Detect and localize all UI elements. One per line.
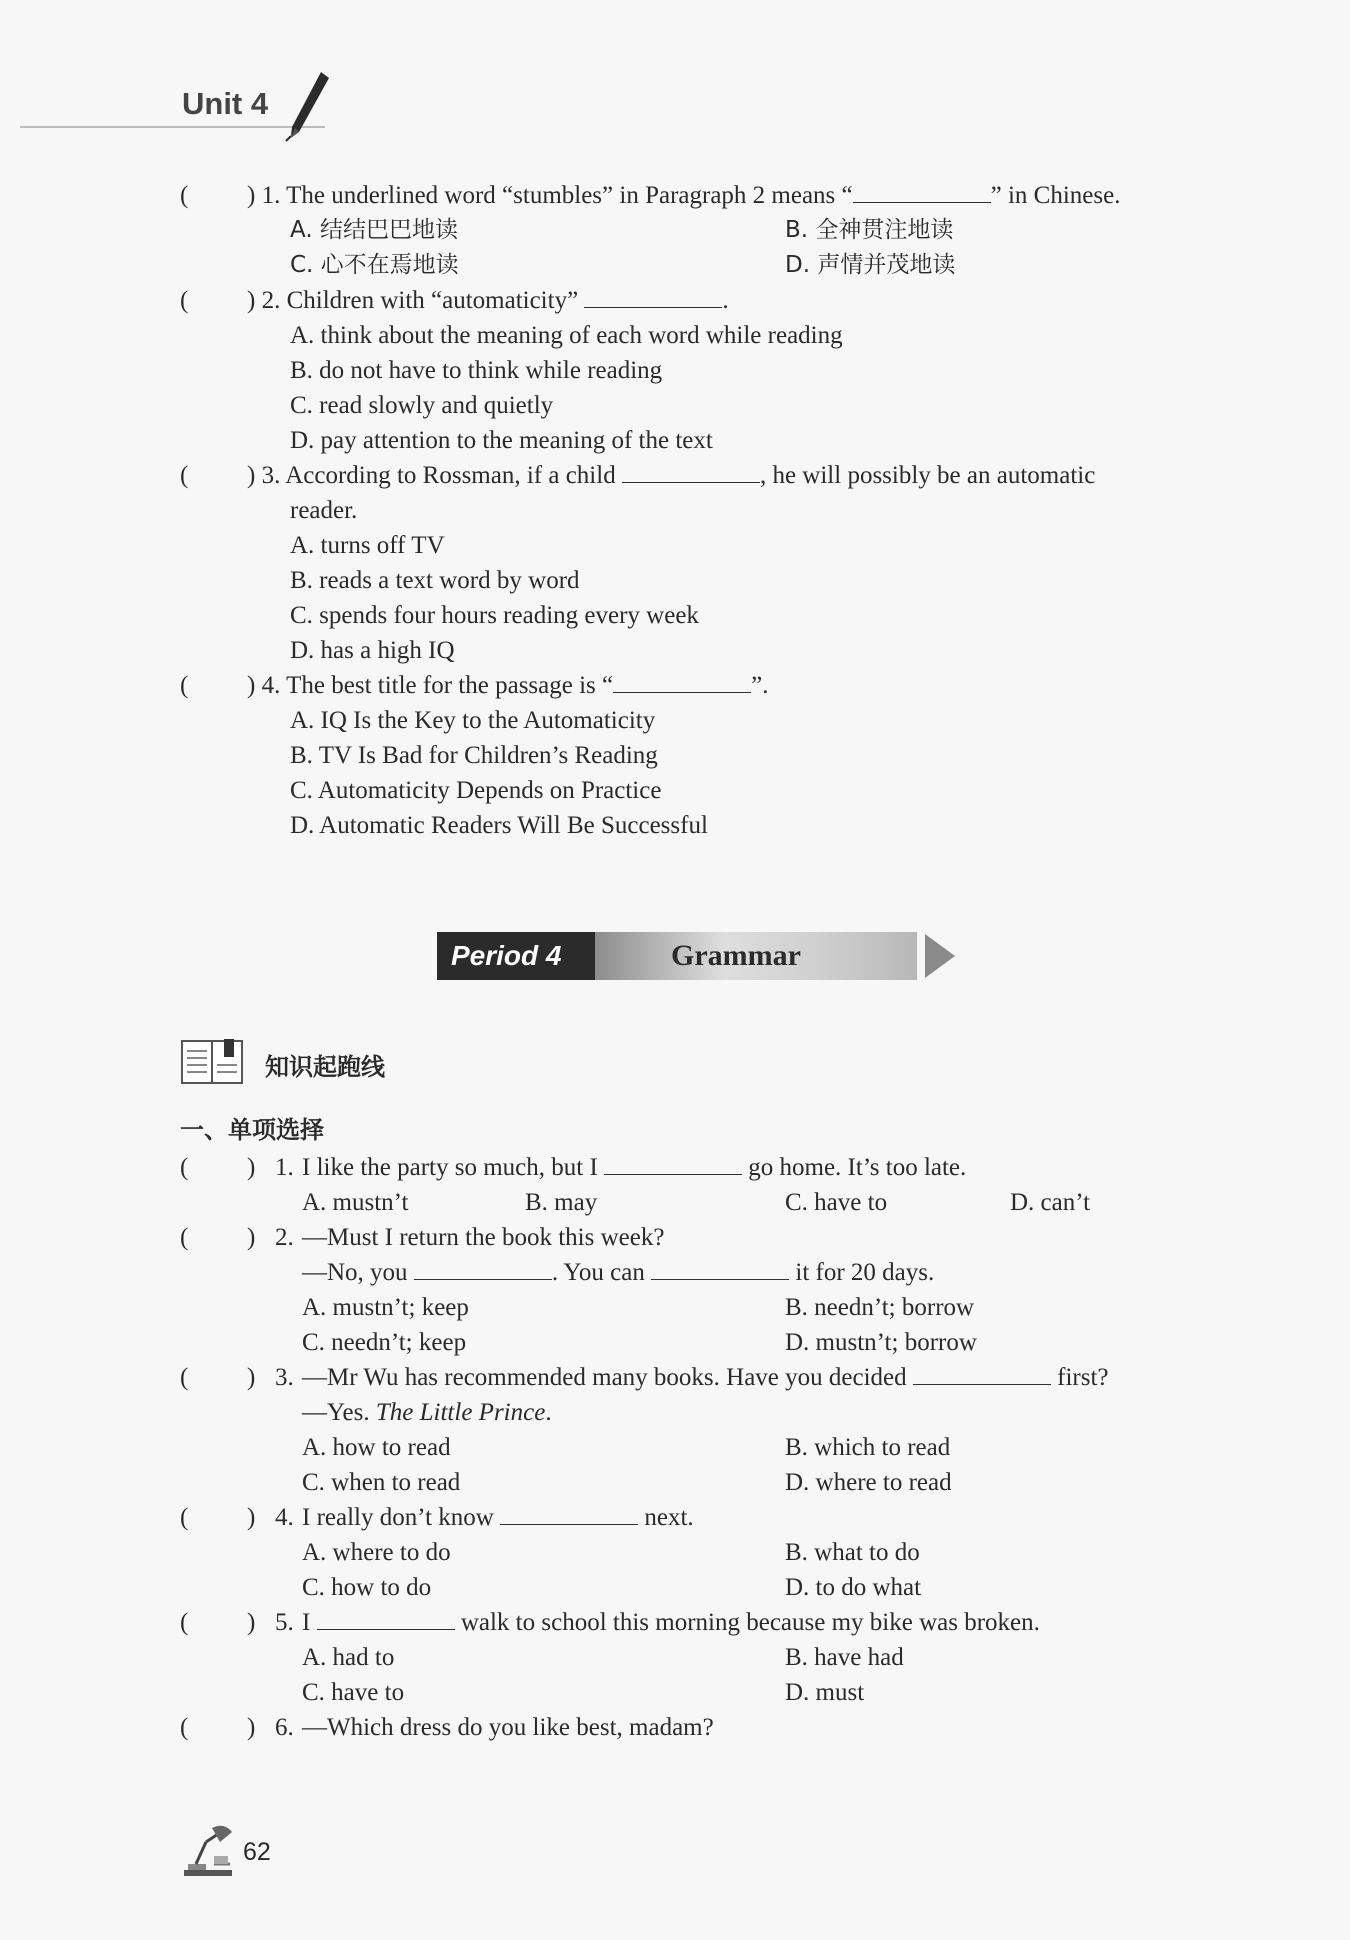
question-number: 1. <box>275 1154 294 1181</box>
option-b: B. do not have to think while reading <box>290 357 663 384</box>
option-a: A. 结结巴巴地读 <box>290 217 458 243</box>
option-d: D. pay attention to the meaning of the text <box>290 427 713 454</box>
option-a: A. mustn’t <box>302 1189 409 1216</box>
question-number: ) 4. <box>247 672 281 699</box>
unit-header <box>0 70 340 130</box>
option-b: B. needn’t; borrow <box>785 1294 975 1321</box>
option-c: C. have to <box>785 1189 888 1216</box>
option-d: D. mustn’t; borrow <box>785 1329 977 1356</box>
option-c: C. read slowly and quietly <box>290 392 554 419</box>
question-number: 2. <box>275 1224 294 1251</box>
page-number: 62 <box>243 1838 271 1866</box>
option-d: D. where to read <box>785 1469 952 1496</box>
question-response: —No, you . You can it for 20 days. <box>302 1259 935 1286</box>
period-banner <box>437 932 957 984</box>
question-stem-continued: reader. <box>290 497 358 524</box>
period-topic: Grammar <box>595 932 917 980</box>
option-b: B. have had <box>785 1644 904 1671</box>
section-title: 知识起跑线 <box>265 1053 385 1081</box>
period-label: Period 4 <box>437 932 595 980</box>
option-b: B. reads a text word by word <box>290 567 580 594</box>
question-number: ) 3. <box>247 462 281 489</box>
answer-blank[interactable] <box>651 1257 789 1280</box>
book-icon <box>180 1037 246 1087</box>
grammar-question-1: ( ) 1. I like the party so much, but I go home. It’s too late. A. mustn’t B. may C. have to D. can’t <box>180 1150 1230 1220</box>
reading-question-2: ( ) 2. Children with “automaticity” . A. think about the meaning of each word while reading B. do not have to think while reading C. read slowly and quietly D. pay attention to the meaning of the text <box>180 283 1230 463</box>
section-heading <box>180 1035 480 1090</box>
option-d: D. can’t <box>1010 1189 1091 1216</box>
question-response: —Yes. The Little Prince. <box>302 1399 552 1426</box>
answer-blank[interactable] <box>613 670 751 693</box>
question-stem: —Mr Wu has recommended many books. Have you decided <box>302 1364 907 1391</box>
option-c: C. 心不在焉地读 <box>290 252 459 278</box>
option-d: D. must <box>785 1679 865 1706</box>
answer-blank[interactable] <box>622 460 760 483</box>
option-c: C. needn’t; keep <box>302 1329 467 1356</box>
pen-icon <box>283 70 333 142</box>
question-stem: Children with “automaticity” <box>286 287 579 314</box>
option-a: A. where to do <box>302 1539 451 1566</box>
option-c: C. have to <box>302 1679 405 1706</box>
arrow-icon <box>925 934 955 978</box>
option-d: D. Automatic Readers Will Be Successful <box>290 812 708 839</box>
question-number: ) 1. <box>247 182 281 209</box>
option-b: B. TV Is Bad for Children’s Reading <box>290 742 658 769</box>
question-number: 5. <box>275 1609 294 1636</box>
reading-question-4: ( ) 4. The best title for the passage is “ ”. A. IQ Is the Key to the Automaticity B. TV Is Bad for Children’s Reading C. Automaticity Depends on Practice D. Automatic Readers Will Be Successful <box>180 668 1230 848</box>
option-b: B. what to do <box>785 1539 920 1566</box>
book-title: The Little Prince <box>375 1399 546 1426</box>
option-b: B. which to read <box>785 1434 951 1461</box>
answer-blank[interactable] <box>913 1362 1051 1385</box>
question-stem: I <box>302 1609 311 1636</box>
question-number: ) 2. <box>247 287 281 314</box>
option-a: A. turns off TV <box>290 532 445 559</box>
option-c: C. spends four hours reading every week <box>290 602 699 629</box>
option-c: C. when to read <box>302 1469 461 1496</box>
header-rule <box>20 126 325 128</box>
grammar-question-4: ( ) 4. I really don’t know next. A. where to do B. what to do C. how to do D. to do what <box>180 1500 1230 1605</box>
unit-title: Unit 4 <box>182 86 269 121</box>
option-d: D. has a high IQ <box>290 637 455 664</box>
grammar-question-6: ( ) 6. —Which dress do you like best, madam? <box>180 1710 1230 1745</box>
option-a: A. IQ Is the Key to the Automaticity <box>290 707 656 734</box>
grammar-question-5: ( ) 5. I walk to school this morning because my bike was broken. A. had to B. have had C. have to D. must <box>180 1605 1230 1710</box>
question-stem: The best title for the passage is “ <box>286 672 614 699</box>
answer-blank[interactable] <box>604 1152 742 1175</box>
question-stem: According to Rossman, if a child <box>285 462 616 489</box>
option-a: A. how to read <box>302 1434 451 1461</box>
question-stem: I really don’t know <box>302 1504 494 1531</box>
grammar-question-2: ( ) 2. —Must I return the book this week? —No, you . You can it for 20 days. A. mustn’t; keep B. needn’t; borrow C. needn’t; keep D. mustn’t; borrow <box>180 1220 1230 1360</box>
subsection-title: 一、单项选择 <box>180 1116 324 1144</box>
question-stem: The underlined word “stumbles” in Paragraph 2 means “ <box>286 182 853 209</box>
answer-blank[interactable] <box>414 1257 552 1280</box>
question-number: 4. <box>275 1504 294 1531</box>
question-stem: —Which dress do you like best, madam? <box>302 1714 714 1741</box>
reading-question-3: ( ) 3. According to Rossman, if a child , he will possibly be an automatic reader. A. turns off TV B. reads a text word by word C. spends four hours reading every week D. has a high IQ <box>180 458 1230 668</box>
reading-question-1: ( ) 1. The underlined word “stumbles” in Paragraph 2 means “ ” in Chinese. A. 结结巴巴地读 B. 全神贯注地读 C. 心不在焉地读 D. 声情并茂地读 <box>180 178 1230 288</box>
question-number: 6. <box>275 1714 294 1741</box>
question-stem: I like the party so much, but I <box>302 1154 598 1181</box>
answer-blank[interactable] <box>317 1607 455 1630</box>
option-b: B. may <box>525 1189 598 1216</box>
option-a: A. had to <box>302 1644 395 1671</box>
answer-blank[interactable] <box>500 1502 638 1525</box>
question-stem: —Must I return the book this week? <box>302 1224 665 1251</box>
option-a: A. think about the meaning of each word while reading <box>290 322 843 349</box>
answer-blank[interactable] <box>853 180 991 203</box>
desk-lamp-icon <box>180 1820 236 1878</box>
answer-blank[interactable] <box>584 285 722 308</box>
question-number: 3. <box>275 1364 294 1391</box>
option-d: D. to do what <box>785 1574 922 1601</box>
option-c: C. Automaticity Depends on Practice <box>290 777 662 804</box>
grammar-question-3: ( ) 3. —Mr Wu has recommended many books. Have you decided first? —Yes. The Little Prince. A. how to read B. which to read C. when to read D. where to read <box>180 1360 1230 1500</box>
option-d: D. 声情并茂地读 <box>785 252 956 278</box>
option-b: B. 全神贯注地读 <box>785 217 954 243</box>
option-c: C. how to do <box>302 1574 432 1601</box>
option-a: A. mustn’t; keep <box>302 1294 469 1321</box>
